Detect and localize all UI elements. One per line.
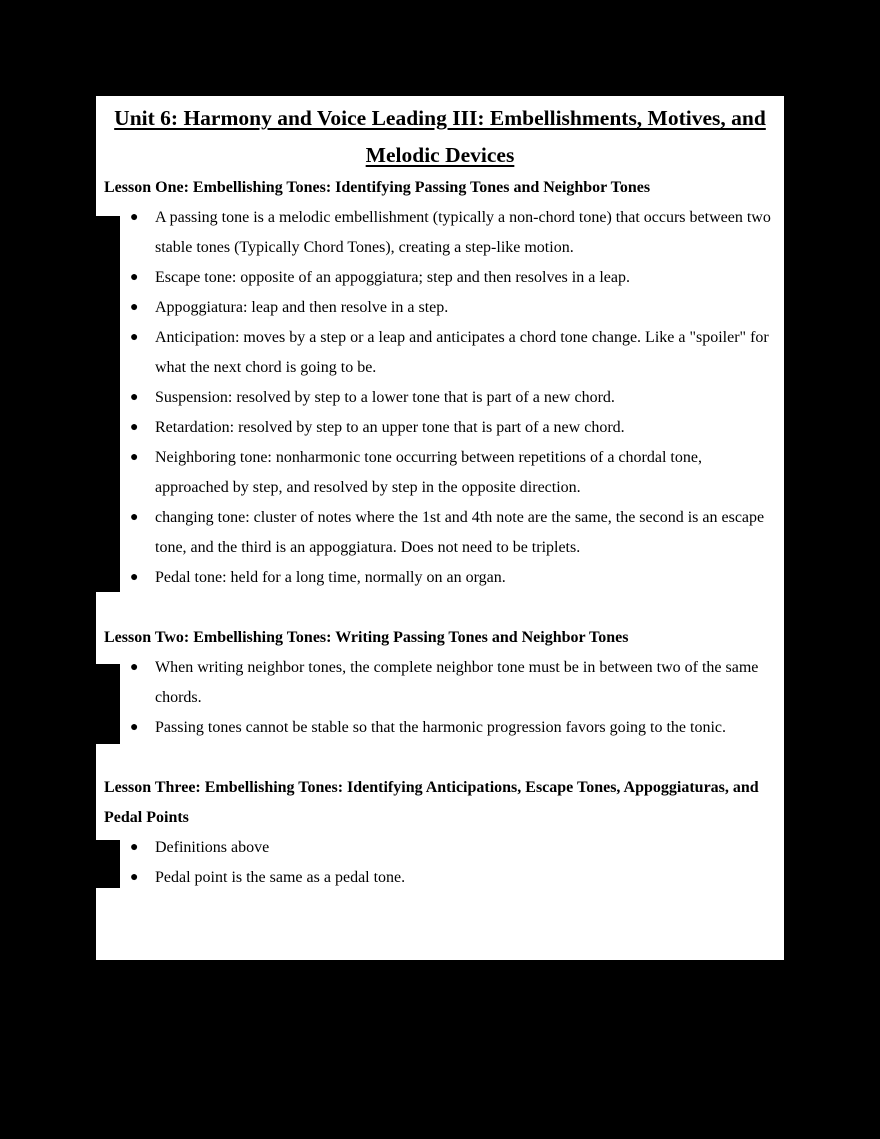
lesson-three-heading: Lesson Three: Embellishing Tones: Identifying Anticipations, Escape Tones, Appoggiaturas, and Pedal Points (104, 779, 759, 826)
lesson-one-heading: Lesson One: Embellishing Tones: Identifying Passing Tones and Neighbor Tones (104, 179, 651, 196)
lesson-three-list (96, 833, 784, 893)
bullet-icon: ● (130, 330, 139, 345)
bullet-icon: ● (130, 270, 139, 285)
title-line-1: Unit 6: Harmony and Voice Leading III: Embellishments, Motives, and (114, 106, 766, 130)
page-title (96, 100, 784, 174)
list-item: ● Retardation: resolved by step to an upper tone that is part of a new chord. (96, 413, 784, 443)
list-item: ● Anticipation: moves by a step or a leap and anticipates a chord tone change. Like a "spoiler" for what the next chord is going to be. (96, 323, 784, 383)
list-item: ● Appoggiatura: leap and then resolve in a step. (96, 293, 784, 323)
lesson-one-list (96, 203, 784, 593)
list-item: ● A passing tone is a melodic embellishment (typically a non-chord tone) that occurs between two stable tones (Typically Chord Tones), creating a step-like motion. (96, 203, 784, 263)
bullet-icon: ● (130, 300, 139, 315)
list-item: ● Definitions above (96, 833, 784, 863)
bullet-icon: ● (130, 870, 139, 885)
list-item: ● Pedal tone: held for a long time, normally on an organ. (96, 563, 784, 593)
lesson-two-heading: Lesson Two: Embellishing Tones: Writing Passing Tones and Neighbor Tones (104, 629, 629, 646)
bullet-icon: ● (130, 510, 139, 525)
bullet-icon: ● (130, 570, 139, 585)
bullet-icon: ● (130, 210, 139, 225)
list-item: ● Neighboring tone: nonharmonic tone occurring between repetitions of a chordal tone, approached by step, and resolved by step in the opposite direction. (96, 443, 784, 503)
list-item: ● Passing tones cannot be stable so that the harmonic progression favors going to the tonic. (96, 713, 784, 743)
bullet-icon: ● (130, 420, 139, 435)
bullet-icon: ● (130, 390, 139, 405)
bullet-icon: ● (130, 450, 139, 465)
bullet-icon: ● (130, 660, 139, 675)
list-item: ● Escape tone: opposite of an appoggiatura; step and then resolves in a leap. (96, 263, 784, 293)
document-page (96, 96, 784, 960)
list-item: ● When writing neighbor tones, the complete neighbor tone must be in between two of the same chords. (96, 653, 784, 713)
list-item: ● changing tone: cluster of notes where the 1st and 4th note are the same, the second is an escape tone, and the third is an appoggiatura. Does not need to be triplets. (96, 503, 784, 563)
lesson-two-list (96, 653, 784, 743)
bullet-icon: ● (130, 720, 139, 735)
list-item: ● Suspension: resolved by step to a lower tone that is part of a new chord. (96, 383, 784, 413)
list-item: ● Pedal point is the same as a pedal tone. (96, 863, 784, 893)
bullet-icon: ● (130, 840, 139, 855)
title-line-2: Melodic Devices (365, 143, 515, 167)
